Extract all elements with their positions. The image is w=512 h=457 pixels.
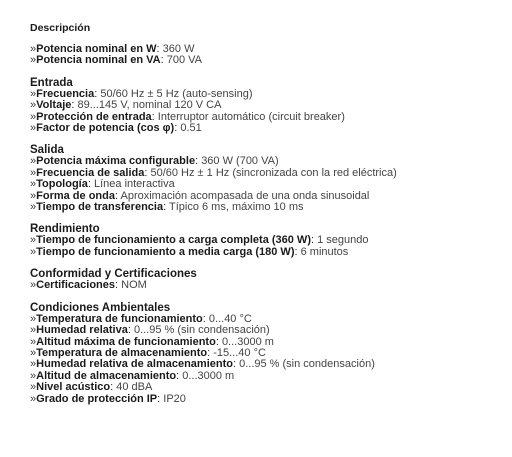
bullet-icon: » <box>30 335 37 348</box>
bullet-icon: » <box>30 155 37 168</box>
section-title: Condiciones Ambientales <box>30 301 171 314</box>
bullet-icon: » <box>30 54 37 67</box>
label-separator: : <box>160 54 167 67</box>
section-title: Salida <box>30 144 64 157</box>
label-separator: : <box>215 335 222 348</box>
spec-value: 0.51 <box>180 122 202 135</box>
bullet-icon: » <box>30 392 37 405</box>
label-separator: : <box>207 346 214 359</box>
spec-label: Grado de protección IP <box>36 392 158 405</box>
spec-section <box>30 223 502 258</box>
spec-label: Forma de onda <box>36 189 115 202</box>
spec-section <box>30 268 502 291</box>
spec-label: Protección de entrada <box>36 110 152 123</box>
bullet-icon: » <box>30 369 37 382</box>
section-title: Rendimiento <box>30 223 100 236</box>
spec-section <box>30 144 502 213</box>
spec-value: 0...3000 m <box>221 335 274 348</box>
spec-section <box>30 77 502 135</box>
label-separator: : <box>94 87 101 100</box>
bullet-icon: » <box>30 189 37 202</box>
label-separator: : <box>151 110 158 123</box>
spec-label: Potencia nominal en W <box>36 43 157 55</box>
spec-value: Típico 6 ms, máximo 10 ms <box>169 201 304 214</box>
bullet-icon: » <box>30 201 37 214</box>
spec-value: 50/60 Hz ± 1 Hz (sincronizada con la red eléctrica) <box>150 166 397 179</box>
section-title: Conformidad y Certificaciones <box>30 268 197 281</box>
label-separator: : <box>156 43 163 55</box>
spec-label: Nivel acústico <box>36 381 111 394</box>
spec-value: 40 dBA <box>116 381 153 394</box>
spec-label: Temperatura de funcionamiento <box>36 312 203 325</box>
spec-value: 89...145 V, nominal 120 V CA <box>77 99 222 112</box>
bullet-icon: » <box>30 312 37 325</box>
spec-label: Altitud máxima de funcionamiento <box>36 335 216 348</box>
spec-value: -15...40 °C <box>213 346 266 359</box>
spec-label: Frecuencia de salida <box>36 166 145 179</box>
spec-value: 700 VA <box>166 54 203 67</box>
spec-label: Tiempo de funcionamiento a carga completa (360 W) <box>36 234 311 247</box>
spec-line <box>30 202 502 213</box>
spec-label: Factor de potencia (cos φ) <box>36 122 175 135</box>
spec-value: 0...95 % (sin condensación) <box>239 358 375 371</box>
bullet-icon: » <box>30 43 37 55</box>
spec-value: 50/60 Hz ± 5 Hz (auto-sensing) <box>100 87 253 100</box>
label-separator: : <box>157 392 164 405</box>
spec-section <box>30 302 502 405</box>
bullet-icon: » <box>30 166 37 179</box>
spec-value: 360 W <box>162 43 195 55</box>
bullet-icon: » <box>30 279 37 292</box>
label-separator: : <box>144 166 151 179</box>
bullet-icon: » <box>30 324 37 337</box>
spec-value: Línea interactiva <box>93 178 175 191</box>
spec-line <box>30 247 502 258</box>
section-title: Entrada <box>30 76 73 89</box>
label-separator: : <box>310 234 318 247</box>
bullet-icon: » <box>30 381 37 394</box>
label-separator: : <box>114 189 121 202</box>
spec-label: Potencia nominal en VA <box>36 54 161 67</box>
label-separator: : <box>71 99 78 112</box>
spec-value: 360 W (700 VA) <box>201 155 279 168</box>
spec-label: Tiempo de funcionamiento a media carga (180 W) <box>36 245 295 258</box>
spec-value: 0...95 % (sin condensación) <box>133 324 270 337</box>
spec-label: Voltaje <box>36 99 72 112</box>
label-separator: : <box>127 324 134 337</box>
bullet-icon: » <box>30 99 37 112</box>
document-title: Descripción <box>30 22 91 34</box>
bullet-icon: » <box>30 245 37 258</box>
label-separator: : <box>195 155 202 168</box>
spec-value: NOM <box>121 279 147 292</box>
spec-value: 0...40 °C <box>208 312 252 325</box>
label-separator: : <box>163 201 169 214</box>
bullet-icon: » <box>30 87 37 100</box>
label-separator: : <box>202 312 209 325</box>
spec-label: Certificaciones <box>36 279 115 292</box>
spec-line <box>30 55 502 66</box>
spec-value: 0...3000 m <box>182 369 235 382</box>
spec-value: Interruptor automático (circuit breaker) <box>157 110 345 123</box>
spec-value: 1 segundo <box>317 234 369 247</box>
label-separator: : <box>174 122 181 135</box>
bullet-icon: » <box>30 122 37 135</box>
spec-value: IP20 <box>163 392 186 405</box>
label-separator: : <box>176 369 183 382</box>
spec-value: 6 minutos <box>300 245 349 258</box>
spec-label: Potencia máxima configurable <box>36 155 196 168</box>
label-separator: : <box>232 358 240 371</box>
spec-line <box>30 394 502 405</box>
spec-label: Topología <box>36 178 88 191</box>
spec-line <box>30 280 502 291</box>
spec-value: Aproximación acompasada de una onda sinusoidal <box>120 189 370 202</box>
spec-sections <box>30 44 502 405</box>
bullet-icon: » <box>30 110 37 123</box>
bullet-icon: » <box>30 234 37 247</box>
label-separator: : <box>87 178 94 191</box>
bullet-icon: » <box>30 178 37 191</box>
spec-label: Humedad relativa de almacenamiento <box>36 358 233 371</box>
spec-label: Humedad relativa <box>36 324 128 337</box>
spec-section <box>30 44 502 67</box>
spec-label: Temperatura de almacenamiento <box>36 346 208 359</box>
label-separator: : <box>110 381 117 394</box>
spec-line <box>30 123 502 134</box>
label-separator: : <box>294 245 301 258</box>
bullet-icon: » <box>30 346 37 359</box>
spec-label: Tiempo de transferencia <box>36 201 164 214</box>
spec-label: Altitud de almacenamiento <box>36 369 177 382</box>
spec-label: Frecuencia <box>36 87 95 100</box>
bullet-icon: » <box>30 358 37 371</box>
label-separator: : <box>115 279 122 292</box>
